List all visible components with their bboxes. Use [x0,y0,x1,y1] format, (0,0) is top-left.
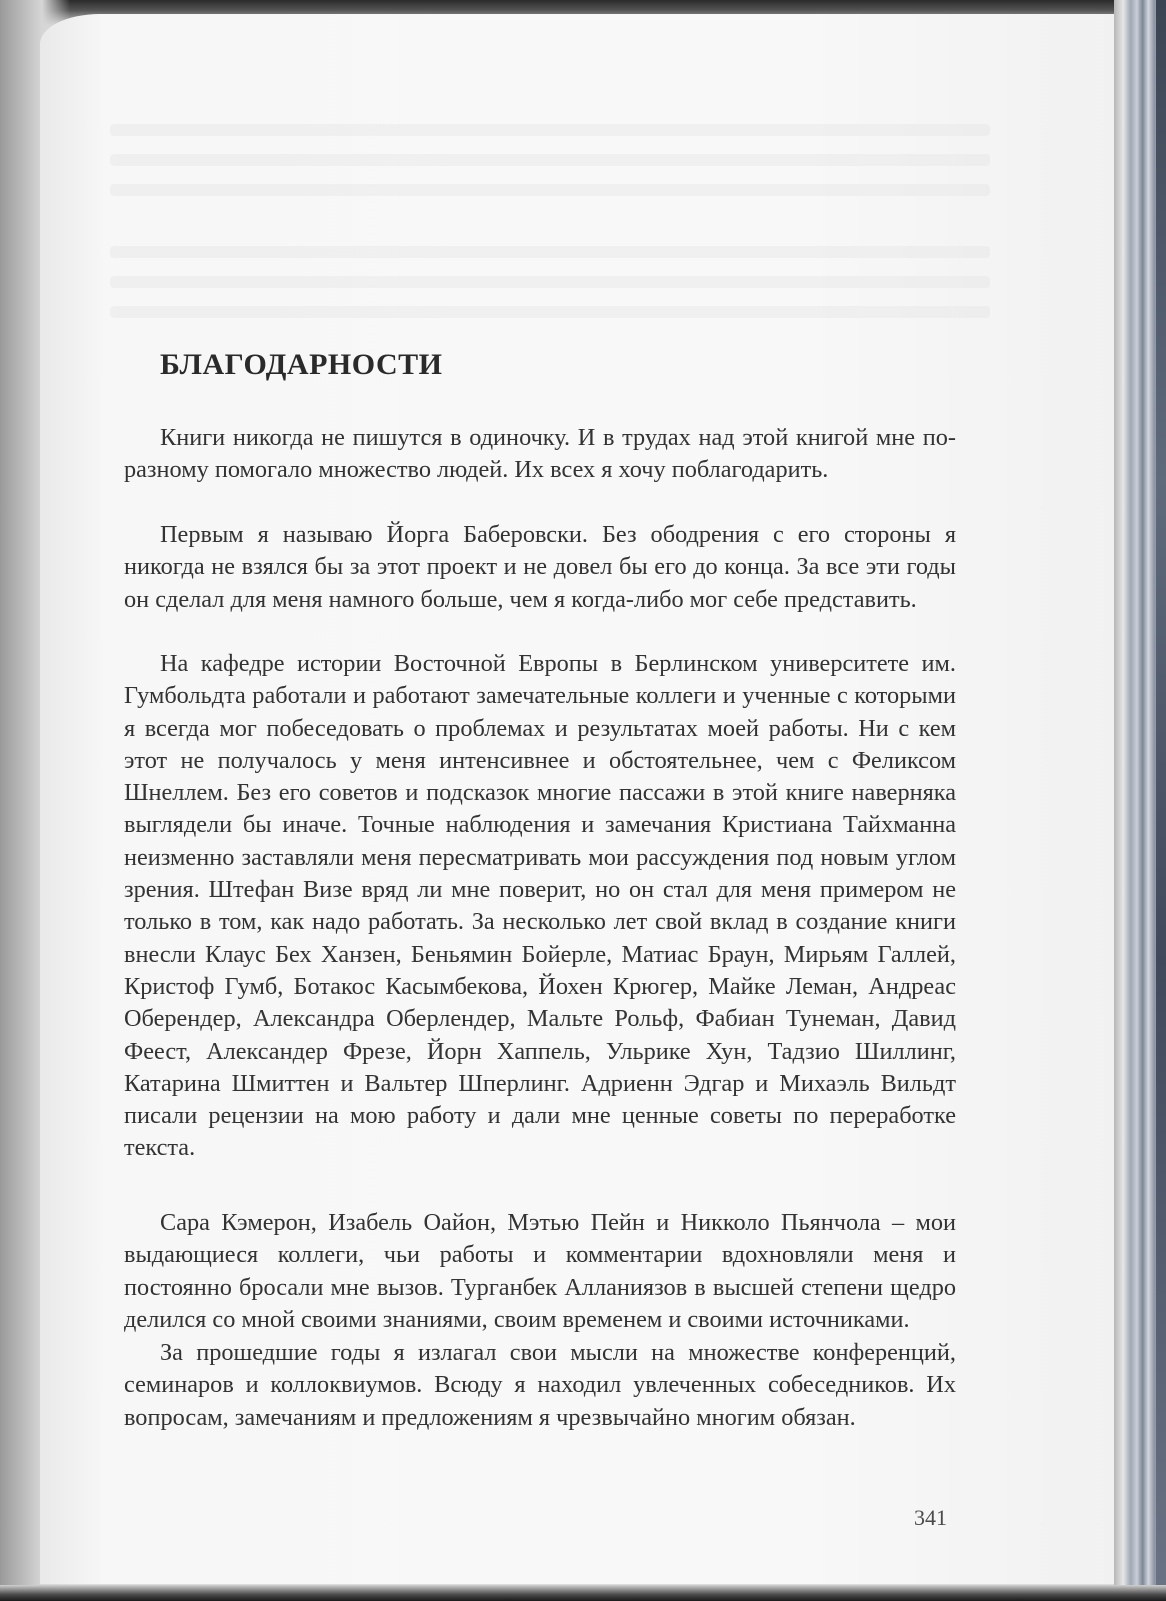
bleed-through-line [110,124,990,136]
paragraph-2: Первым я называю Йорга Баберовски. Без ободрения с его стороны я никогда не взялся бы за этот проект и не довел бы его до конца. За все эти годы он сделал для меня намного больше, чем я когда-либо мог себе представить. [124,521,956,613]
bleed-through-line [110,306,990,318]
bleed-through-line [110,184,990,196]
bleed-through-line [110,276,990,288]
paragraph-1: Книги никогда не пишутся в одиночку. И в трудах над этой книгой мне по-разному помогало множество людей. Их всех я хочу поблагодарить. [124,424,956,484]
cover-edge [1156,0,1166,1601]
paragraph-3: На кафедре истории Восточной Европы в Берлинском университете им. Гумбольдта работали и работают замечательные коллеги и ученные с которыми я всегда мог побеседовать о проблемах и результатах моей работы. Ни с кем этот не получалось у меня интенсивнее и обстоятельнее, чем с Феликсом Шнеллем. Без его советов и подсказок многие пассажи в этой книге наверняка выглядели бы иначе. Точные наблюдения и замечания Кристиана Тайхманна неизменно заставляли меня пересматривать мои рассуждения под новым углом зрения. Штефан Визе вряд ли мне поверит, но он стал для меня примером не только в том, как надо работать. За несколько лет свой вклад в создание книги внесли Клаус Бех Ханзен, Беньямин Бойерле, Матиас Браун, Мирьям Галлей, Кристоф Гумб, Ботакос Касымбекова, Йохен Крюгер, Майке Леман, Андреас Оберендер, Александра Оберлендер, Мальте Рольф, Фабиан Тунеман, Давид Феест, Александер Фрезе, Йорн Хаппель, Ульрике Хун, Тадзио Шиллинг, Катарина Шмиттен и Вальтер Шперлинг. Адриенн Эдгар и Михаэль Вильдт писали рецензии на мою работу и дали мне ценные советы по переработке текста. [124,650,956,1162]
page-title: БЛАГОДАРНОСТИ [160,348,443,381]
page-number: 341 [914,1505,947,1530]
bottom-edge-shadow [0,1585,1166,1601]
bleed-through-line [110,246,990,258]
paragraph-5: За прошедшие годы я излагал свои мысли на множестве конференций, семинаров и коллоквиумов. Всюду я находил увлеченных собеседников. Их вопросам, замечаниям и предложениям я чрезвычайно многим обязан. [124,1339,956,1431]
paragraph-4: Сара Кэмерон, Изабель Оайон, Мэтью Пейн и Никколо Пьянчола – мои выдающиеся коллеги, чьи работы и комментарии вдохновляли меня и постоянно бросали мне вызов. Турганбек Алланиязов в высшей степени щедро делился со мной своими знаниями, своим временем и своими источниками. [124,1209,956,1333]
bleed-through-line [110,154,990,166]
